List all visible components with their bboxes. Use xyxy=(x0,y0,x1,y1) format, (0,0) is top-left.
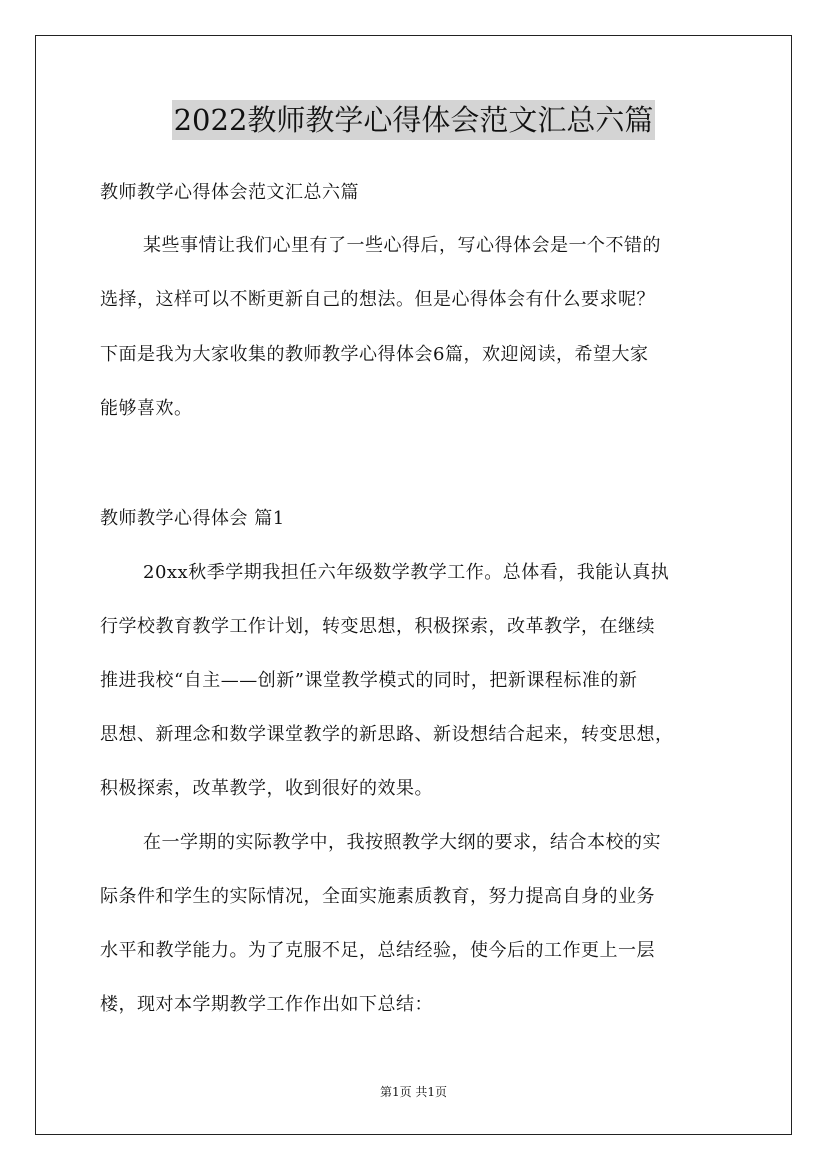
para1-line-2: 行学校教育教学工作计划，转变思想，积极探索，改革教学，在继续 xyxy=(100,616,655,637)
para1-line-4: 思想、新理念和数学课堂教学的新思路、新设想结合起来，转变思想， xyxy=(100,724,674,745)
intro-line-1: 某些事情让我们心里有了一些心得后，写心得体会是一个不错的 xyxy=(143,235,661,256)
document-title: 2022教师教学心得体会范文汇总六篇 xyxy=(172,100,656,140)
para1-line-5: 积极探索，改革教学，收到很好的效果。 xyxy=(100,778,433,799)
intro-line-2: 选择，这样可以不断更新自己的想法。但是心得体会有什么要求呢？ xyxy=(100,289,655,310)
page-footer: 第1页 共1页 xyxy=(379,1085,448,1099)
para1-line-1: 20xx秋季学期我担任六年级数学教学工作。总体看，我能认真执 xyxy=(143,562,670,583)
intro-line-4: 能够喜欢。 xyxy=(100,398,193,419)
intro-line-3: 下面是我为大家收集的教师教学心得体会6篇，欢迎阅读，希望大家 xyxy=(100,344,649,365)
para2-line-3: 水平和教学能力。为了克服不足，总结经验，使今后的工作更上一层 xyxy=(100,940,655,961)
title-container xyxy=(0,100,827,140)
para2-line-2: 际条件和学生的实际情况，全面实施素质教育，努力提高自身的业务 xyxy=(100,886,655,907)
para2-line-1: 在一学期的实际教学中，我按照教学大纲的要求，结合本校的实 xyxy=(143,832,661,853)
subtitle: 教师教学心得体会范文汇总六篇 xyxy=(100,182,359,203)
para1-line-3: 推进我校“自主——创新”课堂教学模式的同时，把新课程标准的新 xyxy=(100,670,638,691)
para2-line-4: 楼，现对本学期教学工作作出如下总结： xyxy=(100,994,433,1015)
section-heading: 教师教学心得体会 篇1 xyxy=(100,508,285,529)
